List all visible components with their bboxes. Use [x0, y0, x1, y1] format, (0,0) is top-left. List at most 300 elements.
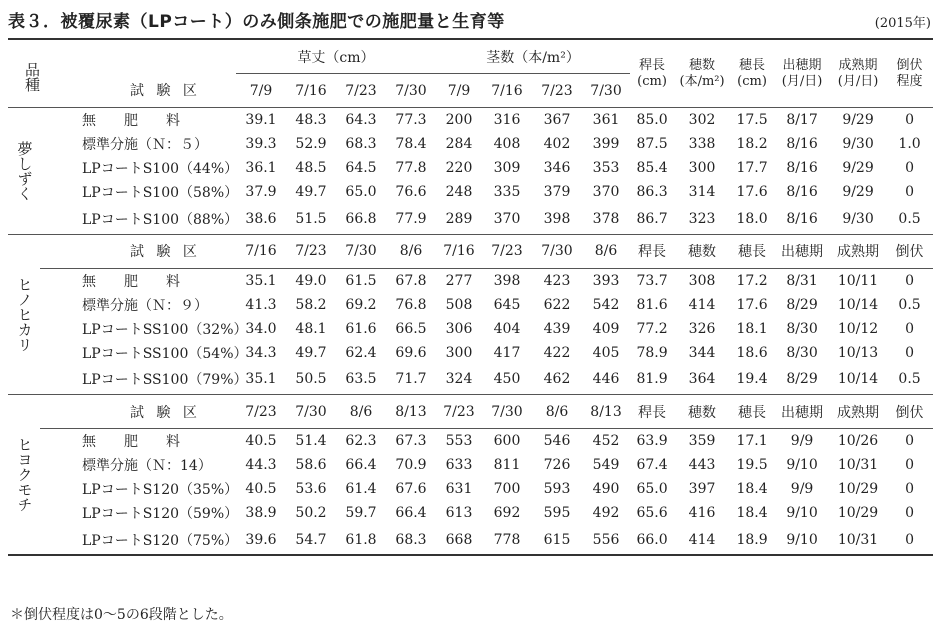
panicle-length-value: 19.4	[736, 371, 768, 388]
table-row	[8, 317, 933, 341]
table-row	[8, 293, 933, 317]
stem-count-value: 615	[543, 531, 571, 548]
variety-name: ヒヨクモチ	[8, 395, 40, 556]
stem-count-date: 7/16	[491, 82, 523, 99]
stem-count-value: 346	[543, 160, 571, 176]
stem-count-value: 393	[592, 272, 620, 289]
plant-height-date: 7/16	[245, 243, 277, 259]
culm-length-value: 67.4	[636, 457, 668, 473]
stem-count-value: 645	[493, 296, 521, 313]
maturity-date-value: 9/29	[842, 112, 874, 128]
heading-date-value: 8/17	[786, 112, 818, 128]
group-subheader-row	[8, 234, 933, 268]
subheader-col: 倒伏	[895, 404, 924, 421]
panicle-length-value: 17.5	[736, 112, 768, 128]
plant-height-date: 7/30	[345, 243, 377, 259]
table-row	[8, 341, 933, 365]
stem-count-value: 622	[543, 296, 571, 313]
heading-date-header	[774, 39, 830, 108]
culm-length-header	[630, 39, 674, 108]
lodging-value: 0	[905, 320, 914, 337]
subheader-col: 成熟期	[837, 244, 880, 260]
plant-height-value: 40.5	[245, 433, 277, 449]
table-row	[8, 365, 933, 395]
plant-height-value: 61.4	[345, 481, 377, 497]
heading-date-value: 9/10	[786, 457, 818, 473]
stem-count-value: 556	[592, 531, 620, 548]
lodging-value: 0	[905, 457, 914, 473]
stem-count-value: 631	[445, 481, 473, 497]
plot-name: 標準分施（Ｎ：９）	[82, 297, 208, 314]
plant-height-value: 35.1	[245, 371, 277, 388]
panicle-count-value: 302	[688, 112, 716, 128]
plant-height-value: 51.5	[295, 210, 327, 227]
plant-height-value: 35.1	[245, 272, 277, 289]
maturity-date-value: 10/31	[837, 531, 879, 548]
maturity-date-value: 10/13	[837, 344, 879, 361]
culm-length-value: 86.7	[636, 210, 668, 227]
panicle-length-value: 18.1	[736, 320, 768, 337]
panicle-count-value: 344	[688, 344, 716, 361]
panicle-length-value: 18.2	[736, 136, 768, 152]
table-row	[8, 268, 933, 293]
plant-height-value: 58.2	[295, 296, 327, 313]
stem-count-value: 450	[493, 371, 521, 388]
maturity-date-value: 10/14	[837, 296, 879, 313]
stem-count-value: 726	[543, 457, 571, 473]
stem-count-value: 220	[445, 160, 473, 176]
lodging-value: 0	[905, 160, 914, 176]
maturity-date-value: 9/29	[842, 160, 874, 176]
lodging-value: 0	[905, 481, 914, 497]
plant-height-value: 51.4	[295, 433, 327, 449]
heading-date-value: 8/16	[786, 160, 818, 176]
lodging-value: 0.5	[898, 371, 921, 388]
table-row	[8, 180, 933, 204]
stem-count-date: 8/6	[594, 243, 618, 259]
stem-count-value: 378	[592, 210, 620, 227]
plant-height-date: 7/23	[245, 403, 277, 420]
subheader-col: 穂長	[738, 404, 767, 421]
plant-height-value: 50.2	[295, 505, 327, 521]
plot-name: LPコートS120（75%）	[82, 532, 239, 549]
plant-height-date: 7/23	[345, 82, 377, 99]
heading-date-value: 9/9	[790, 481, 814, 497]
panicle-length-value: 18.6	[736, 344, 768, 361]
plant-height-value: 77.8	[395, 160, 427, 176]
culm-length-value: 66.0	[636, 531, 668, 548]
lodging-header	[886, 39, 933, 108]
panicle-count-value: 364	[688, 371, 716, 388]
stem-count-value: 409	[592, 320, 620, 337]
panicle-count-value: 314	[688, 184, 716, 200]
plant-height-header: 草丈（cm）	[236, 39, 436, 74]
plant-height-value: 54.7	[295, 531, 327, 548]
plant-height-value: 77.3	[395, 112, 427, 128]
stem-count-value: 284	[445, 136, 473, 152]
plant-height-value: 64.5	[345, 160, 377, 176]
plant-height-value: 65.0	[345, 184, 377, 200]
maturity-date-value: 10/12	[837, 320, 879, 337]
stem-count-value: 398	[493, 272, 521, 289]
stem-count-value: 811	[493, 457, 521, 473]
stem-count-date: 8/6	[545, 403, 569, 420]
plant-height-value: 68.3	[395, 531, 427, 548]
plot-name: LPコートS100（44%）	[82, 161, 239, 177]
stem-count-value: 462	[543, 371, 571, 388]
panicle-count-value: 359	[688, 433, 716, 449]
subheader-col: 出穂期	[781, 244, 824, 260]
plant-height-value: 58.6	[295, 457, 327, 473]
plant-height-value: 48.3	[295, 112, 327, 128]
stem-count-value: 546	[543, 433, 571, 449]
header-row-1	[8, 39, 933, 74]
plant-height-value: 76.8	[395, 296, 427, 313]
stem-count-value: 417	[493, 344, 521, 361]
stem-count-value: 600	[493, 433, 521, 449]
panicle-length-value: 17.1	[736, 433, 768, 449]
culm-length-header-line: 稈長	[639, 57, 666, 73]
subheader-col: 穂長	[738, 244, 767, 260]
variety-name: 夢しずく	[15, 140, 34, 201]
plot-name: LPコートSS100（79%）	[82, 372, 248, 389]
panicle-count-value: 323	[688, 210, 716, 227]
maturity-date-value: 10/11	[837, 272, 879, 289]
plant-height-value: 66.4	[345, 457, 377, 473]
table-row	[8, 429, 933, 454]
stem-count-value: 404	[493, 320, 521, 337]
plant-height-date: 8/6	[399, 243, 423, 259]
panicle-count-value: 414	[688, 531, 716, 548]
subheader-col: 穂数	[688, 404, 717, 421]
plant-height-value: 48.5	[295, 160, 327, 176]
plant-height-value: 41.3	[245, 296, 277, 313]
stem-count-date: 7/23	[491, 243, 523, 259]
plant-height-value: 34.3	[245, 344, 277, 361]
maturity-date-value: 10/14	[837, 371, 879, 388]
stem-count-value: 367	[543, 112, 571, 128]
stem-count-value: 542	[592, 296, 620, 313]
heading-date-value: 8/29	[786, 296, 818, 313]
stem-count-value: 306	[445, 320, 473, 337]
stem-count-value: 422	[543, 344, 571, 361]
heading-date-value: 8/16	[786, 210, 818, 227]
table-row	[8, 108, 933, 133]
plant-height-date: 7/9	[249, 82, 273, 99]
plant-height-date: 8/6	[349, 403, 373, 420]
plant-height-value: 76.6	[395, 184, 427, 200]
plant-height-value: 78.4	[395, 136, 427, 152]
panicle-count-header-line: 穂数	[689, 57, 716, 73]
plot-header: 試 験 区	[130, 83, 201, 100]
plant-height-value: 66.5	[395, 320, 427, 337]
plot-name: 標準分施（Ｎ：14）	[82, 458, 212, 474]
heading-date-value: 8/30	[786, 320, 818, 337]
plant-height-value: 71.7	[395, 371, 427, 388]
plant-height-value: 40.5	[245, 481, 277, 497]
lodging-value: 0.5	[898, 210, 921, 227]
culm-length-value: 78.9	[636, 344, 668, 361]
panicle-count-value: 416	[688, 505, 716, 521]
plot-name: 無 肥 料	[82, 434, 180, 450]
plot-name: LPコートS100（88%）	[82, 211, 239, 228]
culm-length-value: 85.4	[636, 160, 668, 176]
table-year: (2015年)	[874, 16, 931, 31]
lodging-value: 1.0	[898, 136, 921, 152]
stem-count-value: 361	[592, 112, 620, 128]
plot-name: 無 肥 料	[82, 273, 180, 290]
panicle-length-header-line: 穂長	[739, 57, 766, 73]
plot-name: 標準分施（Ｎ：５）	[82, 137, 208, 153]
heading-date-value: 9/9	[790, 433, 814, 449]
culm-length-value: 77.2	[636, 320, 668, 337]
plant-height-value: 38.9	[245, 505, 277, 521]
plant-height-value: 68.3	[345, 136, 377, 152]
plant-height-value: 52.9	[295, 136, 327, 152]
stem-count-value: 492	[592, 505, 620, 521]
stem-count-value: 370	[493, 210, 521, 227]
heading-date-header-line: 出穂期	[782, 57, 822, 73]
lodging-value: 0	[905, 112, 914, 128]
stem-count-value: 399	[592, 136, 620, 152]
heading-date-header-line: (月/日)	[781, 73, 823, 89]
plant-height-value: 49.7	[295, 344, 327, 361]
stem-count-value: 423	[543, 272, 571, 289]
panicle-length-value: 17.6	[736, 296, 768, 313]
table-row	[8, 477, 933, 501]
plant-height-value: 53.6	[295, 481, 327, 497]
subheader-col: 稈長	[638, 404, 667, 421]
plant-height-value: 49.0	[295, 272, 327, 289]
plant-height-value: 67.8	[395, 272, 427, 289]
maturity-date-value: 9/29	[842, 184, 874, 200]
stem-count-value: 593	[543, 481, 571, 497]
stem-count-value: 248	[445, 184, 473, 200]
stem-count-value: 300	[445, 344, 473, 361]
panicle-length-value: 18.9	[736, 531, 768, 548]
plant-height-date: 7/16	[295, 82, 327, 99]
plant-height-value: 77.9	[395, 210, 427, 227]
heading-date-value: 8/31	[786, 272, 818, 289]
lodging-value: 0	[905, 505, 914, 521]
stem-count-value: 324	[445, 371, 473, 388]
stem-count-value: 379	[543, 184, 571, 200]
maturity-date-value: 10/31	[837, 457, 879, 473]
plant-height-value: 36.1	[245, 160, 277, 176]
culm-length-header-line: (cm)	[637, 73, 667, 89]
culm-length-value: 73.7	[636, 272, 668, 289]
stem-count-value: 490	[592, 481, 620, 497]
plot-name: LPコートSS100（54%）	[82, 345, 248, 362]
plant-height-value: 67.3	[395, 433, 427, 449]
panicle-count-header-line: (本/m²)	[679, 73, 725, 89]
plant-height-value: 66.8	[345, 210, 377, 227]
stem-count-value: 309	[493, 160, 521, 176]
panicle-length-header-line: (cm)	[737, 73, 767, 89]
stem-count-date: 7/30	[590, 82, 622, 99]
lodging-header-line: 倒伏	[896, 57, 923, 73]
stem-count-value: 405	[592, 344, 620, 361]
footnote: ＊倒伏程度は0～5の6段階とした。	[10, 607, 233, 623]
culm-length-value: 65.0	[636, 481, 668, 497]
stem-count-value: 408	[493, 136, 521, 152]
growth-table	[8, 38, 933, 556]
plot-name: LPコートS120（35%）	[82, 482, 239, 498]
plot-name: LPコートSS100（32%）	[82, 321, 248, 338]
plant-height-value: 39.3	[245, 136, 277, 152]
maturity-date-value: 9/30	[842, 136, 874, 152]
culm-length-value: 63.9	[636, 433, 668, 449]
heading-date-value: 8/30	[786, 344, 818, 361]
plant-height-date: 7/30	[395, 82, 427, 99]
plant-height-value: 61.6	[345, 320, 377, 337]
lodging-header-line: 程度	[896, 73, 923, 89]
maturity-date-value: 10/26	[837, 433, 879, 449]
stem-count-date: 7/9	[447, 82, 471, 99]
stem-count-value: 633	[445, 457, 473, 473]
stem-count-value: 668	[445, 531, 473, 548]
subheader-col: 倒伏	[895, 244, 924, 260]
plant-height-value: 67.6	[395, 481, 427, 497]
table-row	[8, 204, 933, 234]
panicle-count-header	[674, 39, 730, 108]
stem-count-value: 508	[445, 296, 473, 313]
plot-name: 無 肥 料	[82, 113, 180, 129]
stem-count-date: 8/13	[590, 403, 622, 420]
plant-height-value: 61.8	[345, 531, 377, 548]
lodging-value: 0	[905, 433, 914, 449]
heading-date-value: 9/10	[786, 531, 818, 548]
plant-height-date: 8/13	[395, 403, 427, 420]
plant-height-value: 39.1	[245, 112, 277, 128]
plant-height-value: 50.5	[295, 371, 327, 388]
panicle-length-value: 18.0	[736, 210, 768, 227]
plant-height-value: 37.9	[245, 184, 277, 200]
culm-length-value: 86.3	[636, 184, 668, 200]
subheader-col: 出穂期	[781, 404, 824, 421]
stem-count-value: 778	[493, 531, 521, 548]
stem-count-date: 7/23	[443, 403, 475, 420]
panicle-length-header	[730, 39, 774, 108]
lodging-value: 0.5	[898, 296, 921, 313]
plant-height-value: 63.5	[345, 371, 377, 388]
panicle-count-value: 414	[688, 296, 716, 313]
maturity-date-value: 10/29	[837, 481, 879, 497]
lodging-value: 0	[905, 344, 914, 361]
stem-count-value: 370	[592, 184, 620, 200]
lodging-value: 0	[905, 184, 914, 200]
plot-name: LPコートS100（58%）	[82, 185, 239, 201]
stem-count-value: 452	[592, 433, 620, 449]
panicle-length-value: 18.4	[736, 505, 768, 521]
plant-height-value: 66.4	[395, 505, 427, 521]
group-subheader-row	[8, 395, 933, 429]
plant-height-value: 64.3	[345, 112, 377, 128]
panicle-count-value: 300	[688, 160, 716, 176]
stem-count-value: 398	[543, 210, 571, 227]
stem-count-value: 700	[493, 481, 521, 497]
plant-height-value: 62.4	[345, 344, 377, 361]
culm-length-value: 81.9	[636, 371, 668, 388]
culm-length-value: 65.6	[636, 505, 668, 521]
stem-count-value: 692	[493, 505, 521, 521]
subheader-col: 穂数	[688, 244, 717, 260]
stem-count-value: 595	[543, 505, 571, 521]
stem-count-value: 316	[493, 112, 521, 128]
culm-length-value: 81.6	[636, 296, 668, 313]
panicle-count-value: 338	[688, 136, 716, 152]
table-row	[8, 132, 933, 156]
stem-count-value: 289	[445, 210, 473, 227]
stem-count-value: 353	[592, 160, 620, 176]
table-title: 表３．被覆尿素（LPコート）のみ側条施肥での施肥量と生育等	[8, 12, 505, 32]
stem-count-date: 7/30	[541, 243, 573, 259]
plot-name: LPコートS120（59%）	[82, 506, 239, 522]
heading-date-value: 8/29	[786, 371, 818, 388]
panicle-length-value: 17.7	[736, 160, 768, 176]
stem-count-date: 7/23	[541, 82, 573, 99]
table-row	[8, 453, 933, 477]
maturity-date-header	[830, 39, 886, 108]
stem-count-value: 402	[543, 136, 571, 152]
maturity-date-header-line: (月/日)	[837, 73, 879, 89]
stem-count-value: 613	[445, 505, 473, 521]
culm-length-value: 87.5	[636, 136, 668, 152]
heading-date-value: 8/16	[786, 136, 818, 152]
maturity-date-value: 10/29	[837, 505, 879, 521]
heading-date-value: 9/10	[786, 505, 818, 521]
plant-height-value: 48.1	[295, 320, 327, 337]
variety-header: 品種	[23, 61, 41, 92]
panicle-count-value: 443	[688, 457, 716, 473]
stem-count-value: 439	[543, 320, 571, 337]
table-row	[8, 156, 933, 180]
stem-count-value: 446	[592, 371, 620, 388]
panicle-count-value: 326	[688, 320, 716, 337]
culm-length-value: 85.0	[636, 112, 668, 128]
subheader-col: 成熟期	[837, 404, 880, 421]
plot-header: 試 験 区	[130, 404, 201, 421]
plant-height-value: 59.7	[345, 505, 377, 521]
plant-height-value: 39.6	[245, 531, 277, 548]
plot-header: 試 験 区	[130, 244, 201, 260]
blank-cell	[40, 39, 236, 74]
lodging-value: 0	[905, 531, 914, 548]
stem-count-value: 335	[493, 184, 521, 200]
stem-count-header: 茎数（本/m²）	[436, 39, 630, 74]
stem-count-date: 7/30	[491, 403, 523, 420]
plant-height-value: 69.2	[345, 296, 377, 313]
stem-count-value: 549	[592, 457, 620, 473]
table-row	[8, 501, 933, 525]
heading-date-value: 8/16	[786, 184, 818, 200]
stem-count-date: 7/16	[443, 243, 475, 259]
panicle-length-value: 19.5	[736, 457, 768, 473]
panicle-length-value: 17.6	[736, 184, 768, 200]
plant-height-value: 44.3	[245, 457, 277, 473]
subheader-col: 稈長	[638, 244, 667, 260]
data-table	[8, 38, 933, 556]
lodging-value: 0	[905, 272, 914, 289]
panicle-count-value: 308	[688, 272, 716, 289]
plant-height-value: 69.6	[395, 344, 427, 361]
plant-height-date: 7/23	[295, 243, 327, 259]
plant-height-value: 70.9	[395, 457, 427, 473]
panicle-count-value: 397	[688, 481, 716, 497]
plant-height-value: 62.3	[345, 433, 377, 449]
plant-height-value: 61.5	[345, 272, 377, 289]
plant-height-value: 34.0	[245, 320, 277, 337]
